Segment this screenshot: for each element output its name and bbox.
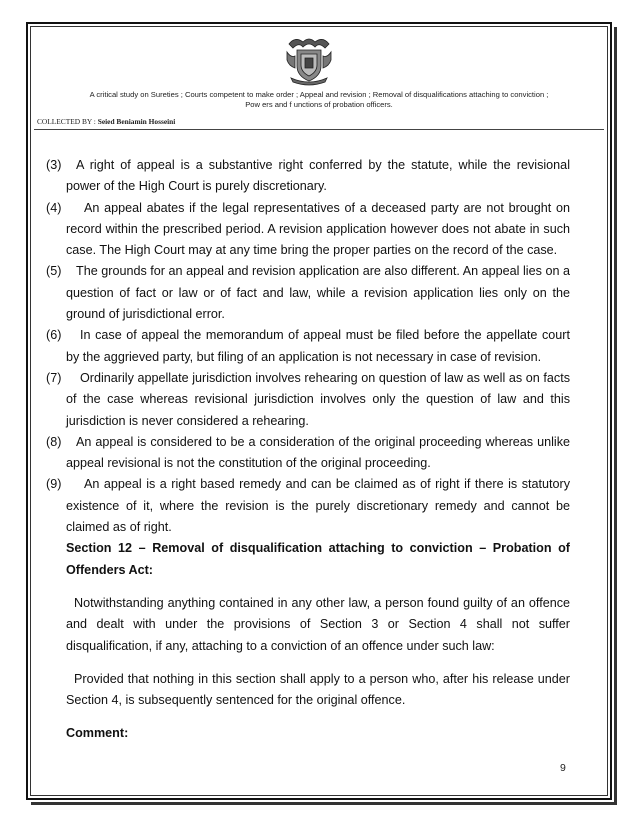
collected-label: COLLECTED BY :: [37, 117, 96, 126]
crest-emblem-icon: [281, 34, 337, 86]
item-text: An appeal abates if the legal representatives of a deceased party are not brought on record within the prescribed period. A revision application however does not abate in such case. The High Court may at any time bring the proper parties on the record of the case.: [66, 200, 570, 258]
list-item: [46, 474, 570, 538]
document-body: [46, 155, 570, 745]
collected-name: Seied Beniamin Hosseini: [97, 117, 176, 126]
item-number: (6): [46, 328, 62, 343]
item-number: (5): [46, 264, 62, 279]
spacer: [66, 581, 570, 593]
item-text: An appeal is a right based remedy and can be claimed as of right if there is statutory existence of it, where the revision is the purely discretionary remedy and cannot be claimed as of right.: [66, 477, 570, 535]
list-item: [46, 155, 570, 198]
comment-heading: Comment:: [66, 726, 129, 741]
spacer: [66, 657, 570, 669]
item-text: A right of appeal is a substantive right conferred by the statute, while the revisional power of the High Court is purely discretionary.: [66, 158, 570, 194]
page-number: 9: [560, 762, 566, 774]
running-title-line1: A critical study on Sureties ; Courts competent to make order ; Appeal and revision ; Removal of disqualifications attaching to conviction ;: [89, 90, 549, 99]
list-item: [46, 261, 570, 325]
item-number: (7): [46, 370, 62, 385]
item-number: (3): [46, 158, 62, 172]
spacer: [66, 711, 570, 723]
item-number: (4): [46, 200, 62, 215]
section-paragraph: Notwithstanding anything contained in any other law, a person found guilty of an offence and dealt with under the provisions of Section 3 or Section 4 shall not suffer disqualification, if any, attaching to a conviction of an offence under such law:: [66, 595, 570, 653]
item-text: The grounds for an appeal and revision application are also different. An appeal lies on a question of fact or law or of fact and law, while a revision application lies only on the ground of jurisdictional error.: [66, 264, 570, 322]
list-item: [46, 325, 570, 368]
header-divider: [34, 129, 604, 130]
section-title: Section 12 – Removal of disqualification attaching to conviction – Probation of Offenders Act:: [66, 541, 570, 577]
list-item: [46, 198, 570, 262]
running-head: [34, 90, 604, 110]
item-text: Ordinarily appellate jurisdiction involves rehearing on question of law as well as on facts of the case whereas revisional jurisdiction involves only the question of law and this jurisdiction is never considered a rehearing.: [66, 370, 570, 428]
item-text: An appeal is considered to be a consideration of the original proceeding whereas unlike appeal revisional is not the constitution of the original proceeding.: [66, 434, 570, 471]
item-number: (8): [46, 434, 62, 449]
item-text: In case of appeal the memorandum of appeal must be filed before the appellate court by the aggrieved party, but filing of an application is not necessary in case of revision.: [66, 328, 570, 364]
running-title-line2: Pow ers and f unctions of probation officers.: [245, 100, 393, 109]
section-paragraph: Provided that nothing in this section shall apply to a person who, after his release under Section 4, is subsequently sentenced for the original offence.: [66, 671, 570, 708]
section-block: [46, 538, 570, 744]
collected-by: [37, 117, 175, 126]
list-item: [46, 432, 570, 475]
list-item: [46, 368, 570, 432]
item-number: (9): [46, 477, 62, 492]
